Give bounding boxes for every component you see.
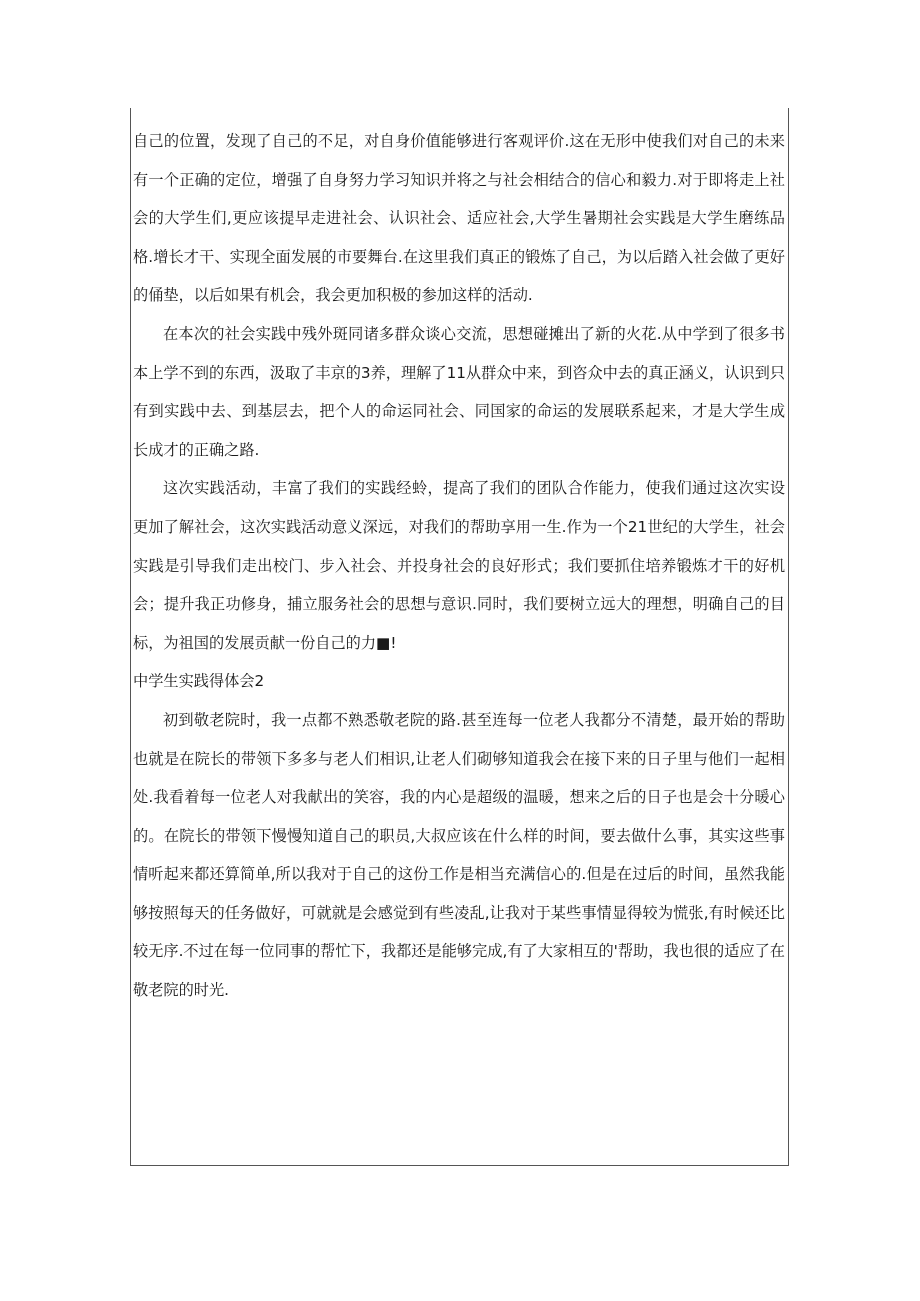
paragraph-2: 在本次的社会实践中残外斑同诸多群众谈心交流，思想碰摊出了新的火花.从中学到了很多书本上学不到的东西，汲取了丰京的3养，理解了11从群众中来，到咨众中去的真正涵义，认识到只有到实践中去、到基层去，把个人的命运同社会、同国家的命运的发展联系起来，才是大学生成长成才的正确之路. [133, 324, 785, 459]
paragraph-1: 自己的位置，发现了自己的不足，对自身价值能够进行客观评价.这在无形中使我们对自己的未来有一个正确的定位，增强了自身努力学习知识并将之与社会相结合的信心和毅力.对于即将走上社会的大学生们,更应该提早走进社会、认识社会、适应社会,大学生暑期社会实践是大学生磨练品格.增长才干、实现全面发展的市要舞台.在这里我们真正的锻炼了自己，为以后踏入社会做了更好的俑垫，以后如果有机会，我会更加积极的参加这样的活动. [133, 132, 785, 305]
paragraph-3: 这次实践活动，丰富了我们的实践经蛉，提高了我们的团队合作能力，使我们通过这次实设更加了解社会，这次实践活动意义深远，对我们的帮助享用一生.作为一个21世纪的大学生，社会实践是引导我们走出校门、步入社会、并投身社会的良好形式；我们要抓住培养锻炼才干的好机会；提升我正功修身，捕立服务社会的思想与意识.同时，我们要树立远大的理想，明确自己的目标，为祖国的发展贡献一份自己的力■! [133, 479, 785, 652]
document-body [133, 122, 785, 1010]
paragraph-4: 初到敬老院时，我一点都不熟悉敬老院的路.甚至连每一位老人我都分不清楚，最开始的帮助也就是在院长的带领下多多与老人们相识,让老人们砌够知道我会在接下来的日子里与他们一起相处.我看着每一位老人对我献出的笑容，我的内心是超级的温暖，想来之后的日子也是会十分暖心的。在院长的带领下慢慢知道自己的职员,大叔应该在什么样的时间，要去做什么事，其实这些事情听起来都还算简单,所以我对于自己的这份工作是相当充满信心的.但是在过后的时间，虽然我能够按照每天的任务做好，可就就是会感觉到有些凌乱,让我对于某些事情显得较为慌张,有时候还比较无序.不过在每一位同事的帮忙下，我都还是能够完成,有了大家相互的'帮助，我也很的适应了在敬老院的时光. [133, 710, 785, 1000]
section-heading: 中学生实践得体会2 [133, 672, 265, 691]
